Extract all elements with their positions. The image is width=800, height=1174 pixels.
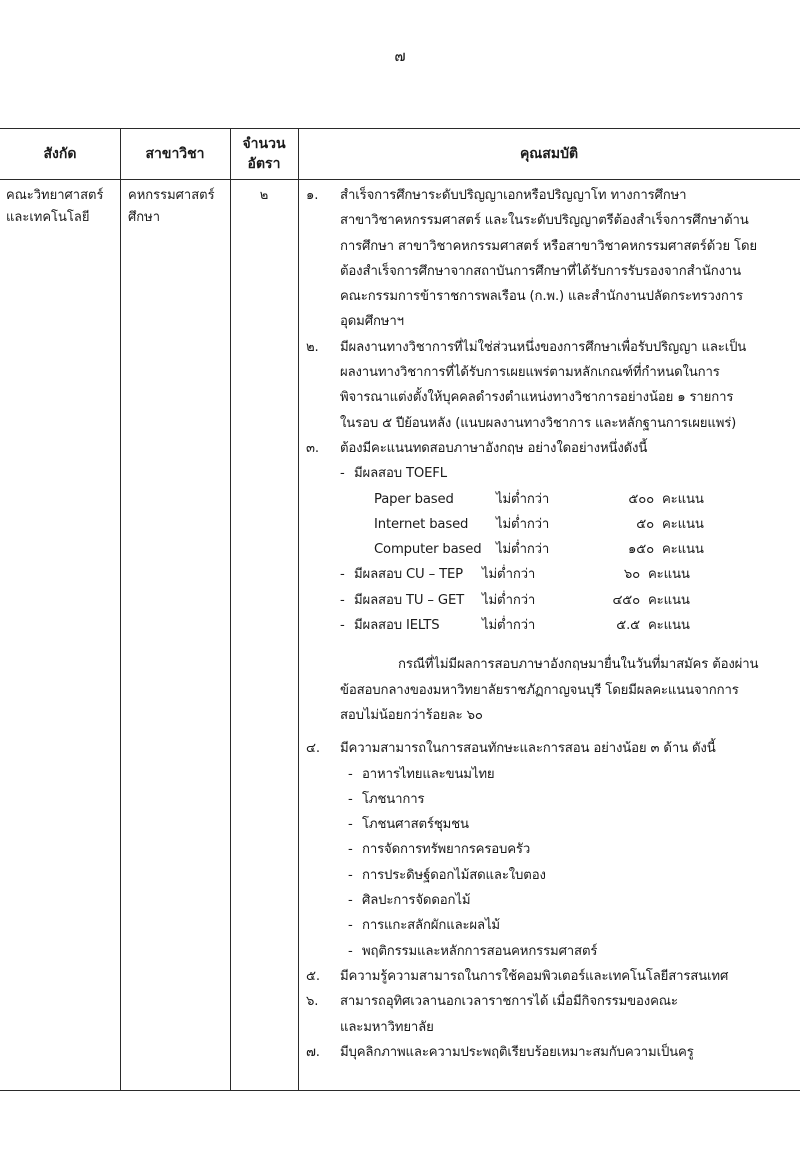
score-label: ไม่ต่ำกว่า xyxy=(482,592,536,608)
item-line: ในรอบ ๕ ปีย้อนหลัง (แนบผลงานทางวิชาการ และหลักฐานการเผยแพร่) xyxy=(340,415,737,431)
score-label: ไม่ต่ำกว่า xyxy=(482,567,536,583)
header-count xyxy=(230,129,298,179)
item-line: สำเร็จการศึกษาระดับปริญญาเอกหรือปริญญาโท ทางการศึกษา xyxy=(340,188,687,203)
header-count-line1: จำนวน xyxy=(242,136,286,152)
score-unit: คะแนน xyxy=(648,567,690,583)
item-line: อุดมศึกษาฯ xyxy=(340,314,404,330)
score-value: ๖๐ xyxy=(623,567,640,583)
score-row xyxy=(340,562,794,587)
score-unit: คะแนน xyxy=(648,618,690,634)
count-cell: ๒ xyxy=(259,188,269,203)
score-label: ไม่ต่ำกว่า xyxy=(496,542,550,558)
score-unit: คะแนน xyxy=(648,592,690,608)
skill-item: - พฤติกรรมและหลักการสอนคหกรรมศาสตร์ xyxy=(348,939,794,964)
score-row xyxy=(340,588,794,613)
score-test: - มีผลสอบ TU – GET xyxy=(340,588,482,613)
score-row xyxy=(340,613,794,638)
score-value: ๑๕๐ xyxy=(628,542,654,558)
score-label: ไม่ต่ำกว่า xyxy=(482,618,536,634)
qualification-item-4 xyxy=(306,736,794,964)
item-line: สาขาวิชาคหกรรมศาสตร์ และในระดับปริญญาตรีต้องสำเร็จการศึกษาด้าน xyxy=(340,213,749,229)
score-test: - มีผลสอบ IELTS xyxy=(340,613,482,638)
qualification-item-7 xyxy=(306,1040,794,1065)
qualification-item-3 xyxy=(306,436,794,728)
affiliation-line: คณะวิทยาศาสตร์ xyxy=(6,188,104,203)
skill-item: - การประดิษฐ์ดอกไม้สดและใบตอง xyxy=(348,863,794,888)
major-line: ศึกษา xyxy=(128,210,160,225)
qualification-item-1 xyxy=(306,183,794,335)
toefl-heading: - มีผลสอบ TOEFL xyxy=(340,461,794,486)
qualification-item-2 xyxy=(306,335,794,436)
affiliation-cell xyxy=(6,185,118,229)
column-divider xyxy=(298,129,299,1090)
score-value: ๔๕๐ xyxy=(612,592,640,608)
qualifications-cell xyxy=(306,183,794,1065)
qualification-table xyxy=(0,128,800,1091)
item-line: ต้องมีคะแนนทดสอบภาษาอังกฤษ อย่างใดอย่างหนึ่งดังนี้ xyxy=(340,440,648,456)
page-number: ๗ xyxy=(394,47,406,65)
column-divider xyxy=(230,129,231,1090)
item-line: มีความรู้ความสามารถในการใช้คอมพิวเตอร์และเทคโนโลยีสารสนเทศ xyxy=(340,968,729,984)
item-number: ๖. xyxy=(306,994,319,1010)
header-divider xyxy=(0,179,800,180)
item-line: มีบุคลิกภาพและความประพฤติเรียบร้อยเหมาะสมกับความเป็นครู xyxy=(340,1044,694,1060)
header-major: สาขาวิชา xyxy=(145,146,205,162)
score-unit: คะแนน xyxy=(662,542,704,558)
english-test-note xyxy=(306,652,794,728)
qualification-item-5 xyxy=(306,964,794,989)
score-test: Computer based xyxy=(374,542,482,558)
item-number: ๒. xyxy=(306,339,319,355)
header-count-line2: อัตรา xyxy=(247,156,281,172)
skill-item: - การจัดการทรัพยากรครอบครัว xyxy=(348,837,794,862)
skill-item: - ศิลปะการจัดดอกไม้ xyxy=(348,888,794,913)
qualification-item-6 xyxy=(306,989,794,1040)
item-number: ๕. xyxy=(306,968,320,984)
skill-item: - โภชนาการ xyxy=(348,787,794,812)
note-line: ข้อสอบกลางของมหาวิทยาลัยราชภัฏกาญจนบุรี โดยมีผลคะแนนจากการ xyxy=(340,682,739,698)
major-cell xyxy=(128,185,228,229)
item-number: ๑. xyxy=(306,188,319,203)
affiliation-line: และเทคโนโลยี xyxy=(6,210,90,225)
item-line: และมหาวิทยาลัย xyxy=(340,1019,434,1035)
score-value: ๕๐ xyxy=(636,516,654,532)
header-affiliation: สังกัด xyxy=(43,146,77,162)
score-value: ๕.๕ xyxy=(616,618,640,634)
item-line: สามารถอุทิศเวลานอกเวลาราชการได้ เมื่อมีกิจกรรมของคณะ xyxy=(340,994,678,1010)
score-test: Paper based xyxy=(374,491,454,507)
item-line: ต้องสำเร็จการศึกษาจากสถาบันการศึกษาที่ได้รับการรับรองจากสำนักงาน xyxy=(340,263,741,279)
skill-item: - การแกะสลักผักและผลไม้ xyxy=(348,913,794,938)
note-line: กรณีที่ไม่มีผลการสอบภาษาอังกฤษมายื่นในวันที่มาสมัคร ต้องผ่าน xyxy=(398,657,759,673)
column-divider xyxy=(120,129,121,1090)
item-number: ๔. xyxy=(306,741,320,757)
score-row xyxy=(374,512,794,537)
score-value: ๕๐๐ xyxy=(628,491,654,507)
item-line: มีความสามารถในการสอนทักษะและการสอน อย่างน้อย ๓ ด้าน ดังนี้ xyxy=(340,741,716,757)
score-label: ไม่ต่ำกว่า xyxy=(496,516,550,532)
score-row xyxy=(374,487,794,512)
score-label: ไม่ต่ำกว่า xyxy=(496,491,550,507)
item-number: ๗. xyxy=(306,1044,320,1060)
header-qualifications: คุณสมบัติ xyxy=(519,146,579,162)
major-line: คหกรรมศาสตร์ xyxy=(128,188,215,203)
note-line: สอบไม่น้อยกว่าร้อยละ ๖๐ xyxy=(340,707,483,723)
item-line: คณะกรรมการข้าราชการพลเรือน (ก.พ.) และสำนักงานปลัดกระทรวงการ xyxy=(340,289,743,305)
skill-item: - อาหารไทยและขนมไทย xyxy=(348,762,794,787)
score-test: Internet based xyxy=(374,516,469,532)
score-unit: คะแนน xyxy=(662,491,704,507)
item-number: ๓. xyxy=(306,440,319,456)
score-test: - มีผลสอบ CU – TEP xyxy=(340,562,482,587)
skill-item: - โภชนศาสตร์ชุมชน xyxy=(348,812,794,837)
item-line: การศึกษา สาขาวิชาคหกรรมศาสตร์ หรือสาขาวิชาคหกรรมศาสตร์ด้วย โดย xyxy=(340,238,757,254)
score-unit: คะแนน xyxy=(662,516,704,532)
score-row xyxy=(374,537,794,562)
item-line: ผลงานทางวิชาการที่ได้รับการเผยแพร่ตามหลักเกณฑ์ที่กำหนดในการ xyxy=(340,365,720,381)
item-line: พิจารณาแต่งตั้งให้บุคคลดำรงตำแหน่งทางวิชาการอย่างน้อย ๑ รายการ xyxy=(340,390,734,406)
item-line: มีผลงานทางวิชาการที่ไม่ใช่ส่วนหนึ่งของการศึกษาเพื่อรับปริญญา และเป็น xyxy=(340,339,747,355)
